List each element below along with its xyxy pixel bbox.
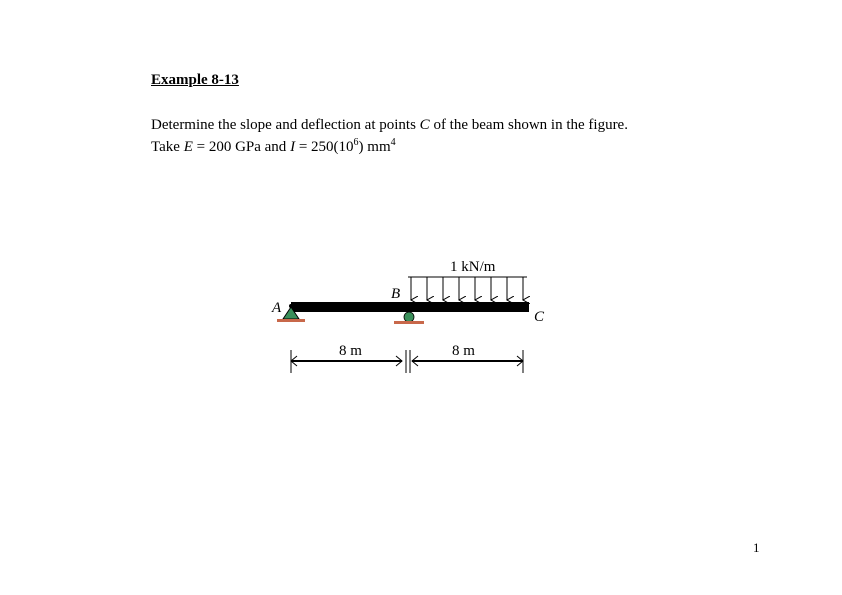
i-value-suffix: ) mm: [358, 139, 391, 155]
i-exponent: 6: [353, 137, 359, 148]
span-bc-label: 8 m: [452, 343, 475, 359]
pin-base: [277, 319, 305, 322]
beam: [291, 302, 529, 312]
distributed-load: [408, 277, 527, 300]
problem-line1-after-c: of the beam shown in the figure.: [429, 117, 628, 133]
span-ab-label: 8 m: [339, 343, 362, 359]
roller-wheel: [404, 312, 414, 322]
pin-hinge: [289, 304, 293, 308]
point-c-ref: C: [419, 117, 430, 133]
label-c: C: [534, 309, 545, 325]
label-a: A: [272, 300, 282, 316]
roller-support-b: [394, 312, 424, 324]
load-label: 1 kN/m: [450, 259, 496, 275]
example-title: Example 8-13: [151, 72, 239, 88]
label-b: B: [391, 286, 401, 302]
e-value: = 200 GPa and: [196, 139, 287, 155]
problem-line1-before-c: Determine the slope and deflection at points: [151, 117, 420, 133]
roller-base: [394, 321, 424, 324]
take-word: Take: [151, 139, 180, 155]
e-symbol: E: [183, 139, 193, 155]
unit-exponent: 4: [390, 137, 396, 148]
i-value-prefix: = 250(10: [298, 139, 354, 155]
page-number: 1: [753, 540, 760, 555]
load-arrows: [411, 277, 523, 300]
i-symbol: I: [290, 139, 296, 155]
